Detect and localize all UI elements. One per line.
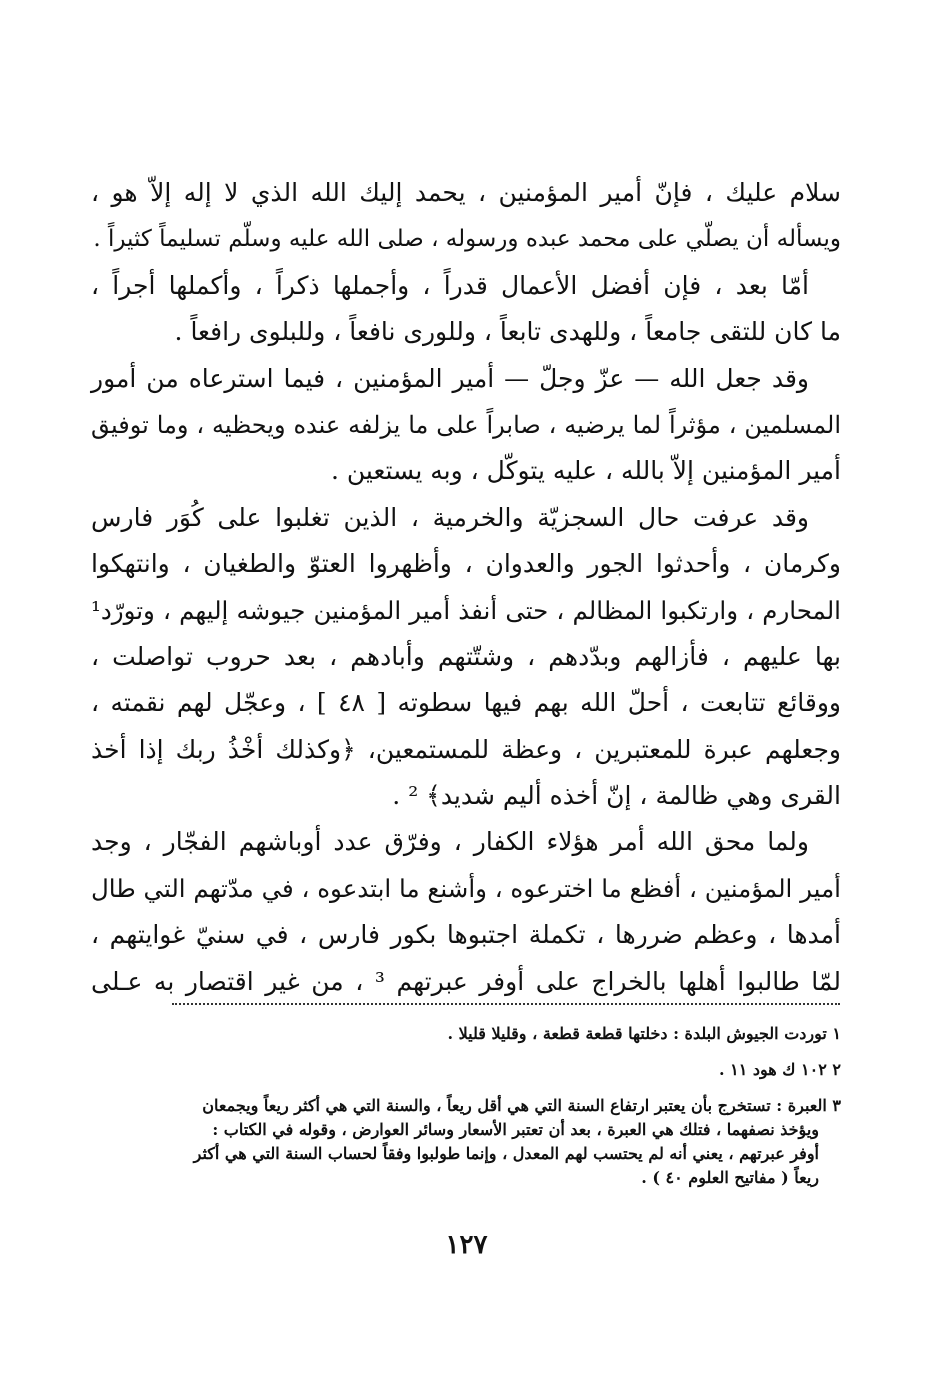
text-line: بها عليهم ، فأزالهم وبدّدهم ، وشتّتهم وأبادهم ، بعد حروب تواصلت ،	[91, 641, 841, 671]
text-line: أمدها ، وعظم ضررها ، تكملة اجتبوها بكور فارس ، في سنيّ غوايتهم ،	[91, 920, 841, 950]
text-line: وقد عرفت حال السجزيّة والخرمية ، الذين تغلبوا على كُوَر فارس	[91, 502, 809, 532]
text-line: ولما محق الله أمر هؤلاء الكفار ، وفرّق عدد أوباشهم الفجّار ، وجد	[91, 827, 809, 857]
footnote-3-continued: ريعاً ( مفاتيح العلوم ٤٠ ) .	[641, 1168, 819, 1187]
page-number: ١٢٧	[445, 1230, 488, 1260]
main-text	[91, 170, 841, 1005]
text-line: وقد جعل الله — عزّ وجلّ — أمير المؤمنين ، فيما استرعاه من أمور	[91, 363, 809, 393]
text-line: القرى وهي ظالمة ، إنّ أخذه أليم شديد﴾ ² .	[392, 781, 841, 811]
text-line: وكرمان ، وأحدثوا الجور والعدوان ، وأظهروا العتوّ والطغيان ، وانتهكوا	[91, 549, 841, 579]
footnote-3-continued: ويؤخذ نصفهما ، فتلك هي العبرة ، بعد أن تعتبر الأسعار وسائر العوارض ، وقوله في الكتاب :	[212, 1120, 819, 1139]
text-line: سلام عليك ، فإنّ أمير المؤمنين ، يحمد إليك الله الذي لا إله إلاّ هو ،	[91, 178, 841, 207]
footnote-1: ١ توردت الجيوش البلدة : دخلتها قطعة قطعة ، وقليلا قليلا .	[447, 1024, 841, 1043]
footnote-separator	[172, 1003, 840, 1005]
footnote-2: ٢ ١٠٢ ك هود ١١ .	[718, 1060, 841, 1079]
text-line: وجعلهم عبرة للمعتبرين ، وعظة للمستمعين، ﴿وكذلك أخْذُ ربك إذا أخذ	[91, 734, 841, 764]
text-line: أمير المؤمنين إلاّ بالله ، عليه يتوكّل ، وبه يستعين .	[330, 456, 841, 486]
text-line: أمير المؤمنين ، أفظع ما اخترعوه ، وأشنع ما ابتدعوه ، في مدّتهم التي طال	[90, 873, 841, 903]
footnotes	[91, 1022, 841, 1190]
footnote-3-continued: أوفر عبرتهم ، يعني أنه لم يحتسب لهم المعدل ، وإنما طولبوا وفقاً لحساب السنة التي هي أكثر	[193, 1144, 819, 1163]
text-line: أمّا بعد ، فإن أفضل الأعمال قدراً ، وأجملها ذكراً ، وأكملها أجراً ،	[91, 270, 809, 300]
text-line: ويسأله أن يصلّي على محمد عبده ورسوله ، صلى الله عليه وسلّم تسليماً كثيراً .	[93, 226, 841, 253]
footnote-3: ٣ العبرة : تستخرج بأن يعتبر ارتفاع السنة التي هي أقل ريعاً ، والسنة التي هي أكثر ريعاً ويجمعان	[202, 1096, 841, 1115]
text-line: ما كان للتقى جامعاً ، وللهدى تابعاً ، وللورى نافعاً ، وللبلوى رافعاً .	[174, 317, 841, 347]
text-line: المحارم ، وارتكبوا المظالم ، حتى أنفذ أمير المؤمنين جيوشه إليهم ، وتورّد¹	[91, 595, 841, 625]
text-line: لمّا طالبوا أهلها بالخراج على أوفر عبرتهم ³ ، من غير اقتصار به عـلى	[91, 966, 841, 996]
text-line: ووقائع تتابعت ، أحلّ الله بهم فيها سطوته [ ٤٨ ] ، وعجّل لهم نقمته ،	[91, 688, 841, 718]
text-line: المسلمين ، مؤثراً لما يرضيه ، صابراً على ما يزلفه عنده ويحظيه ، وما توفيق	[91, 410, 841, 439]
